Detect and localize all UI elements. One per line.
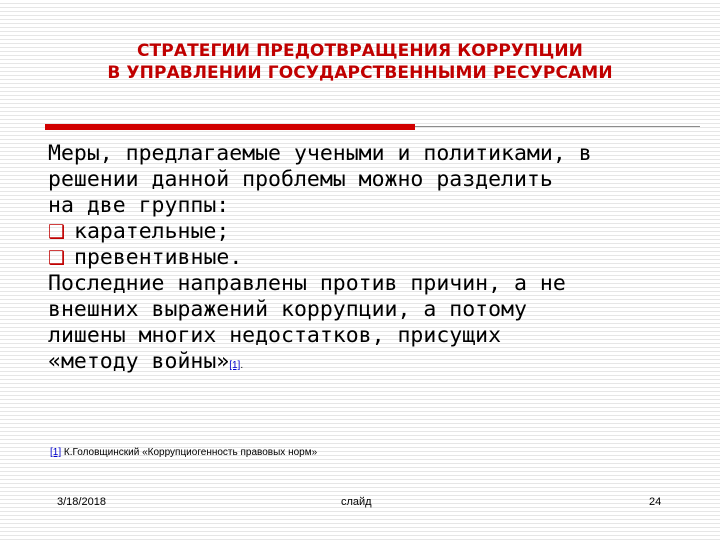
- slide-body: [48, 141, 708, 379]
- title-line-1: СТРАТЕГИИ ПРЕДОТВРАЩЕНИЯ КОРРУПЦИИ: [136, 41, 583, 61]
- body-text-line-with-ref: [48, 349, 708, 379]
- footer-date: 3/18/2018: [57, 496, 106, 508]
- square-outline-icon: ❑: [48, 221, 66, 243]
- title-accent-bar: [45, 124, 415, 130]
- footnote-text: К.Головщинский «Коррупциогенность правовых норм»: [63, 447, 318, 458]
- bullet-item: [48, 245, 708, 271]
- body-text-line: лишены многих недостатков, присущих: [48, 323, 502, 348]
- bullet-item: [48, 219, 708, 245]
- body-text: «методу войны»: [48, 349, 230, 374]
- title-line-2: В УПРАВЛЕНИИ ГОСУДАРСТВЕННЫМИ РЕСУРСАМИ: [107, 63, 613, 83]
- body-text-line: внешних выражений коррупции, а потому: [48, 297, 527, 322]
- footnote-ref-link[interactable]: [1]: [229, 360, 241, 371]
- body-text-line: решении данной проблемы можно разделить: [48, 167, 553, 192]
- footer-label: слайд: [341, 496, 372, 508]
- bullet-text: карательные;: [74, 219, 230, 244]
- body-text-line: Последние направлены против причин, а не: [48, 271, 566, 296]
- square-outline-icon: ❑: [48, 247, 66, 269]
- footnote-mark-link[interactable]: [1]: [50, 447, 62, 458]
- footnote: [50, 447, 317, 458]
- body-text-line: на две группы:: [48, 193, 230, 218]
- bullet-text: превентивные.: [74, 245, 243, 270]
- page-number: 24: [649, 496, 662, 508]
- ref-period: .: [240, 360, 244, 371]
- body-text-line: Меры, предлагаемые учеными и политиками, в: [48, 141, 592, 166]
- slide-title: [40, 40, 680, 84]
